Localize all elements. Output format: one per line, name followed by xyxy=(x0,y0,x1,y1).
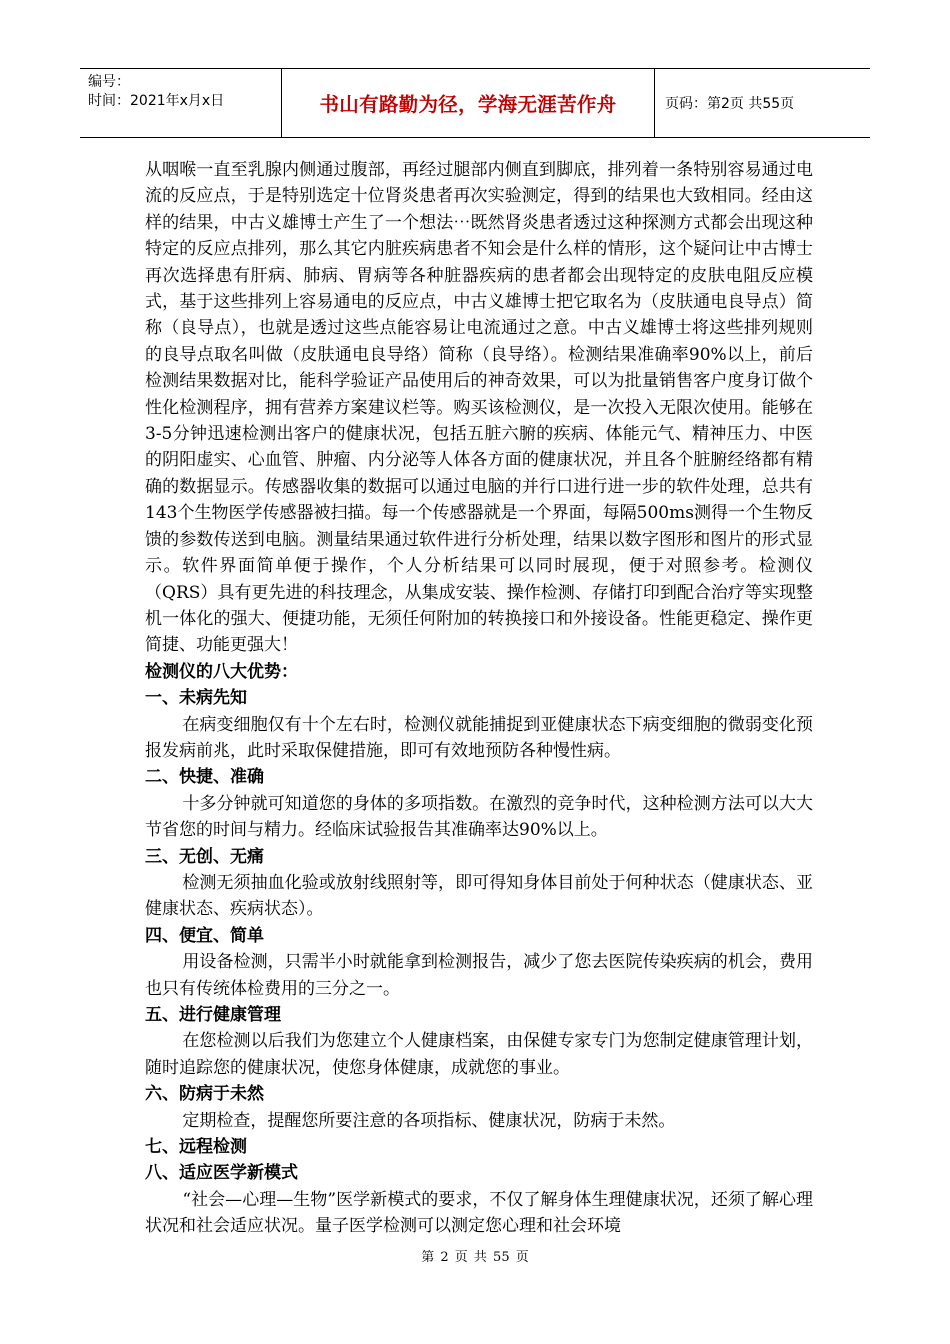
header-meta xyxy=(88,73,280,111)
header-date-label: 时间：2021年x月x日 xyxy=(88,93,225,109)
section-heading: 八、适应医学新模式 xyxy=(145,1163,298,1184)
header-motto: 书山有路勤为径，学海无涯苦作舟 xyxy=(319,93,617,116)
header-divider xyxy=(281,69,282,137)
section-heading: 七、远程检测 xyxy=(145,1137,247,1158)
section-text: “社会—心理—生物”医学新模式的要求，不仅了解身体生理健康状况，还须了解心理状况和社会适应状况。量子医学检测可以测定您心理和社会环境 xyxy=(145,1189,813,1237)
header-number-label: 编号： xyxy=(88,74,130,90)
page-header xyxy=(80,68,870,138)
section-text: 在您检测以后我们为您建立个人健康档案，由保健专家专门为您制定健康管理计划，随时追踪您的健康状况，使您身体健康，成就您的事业。 xyxy=(145,1031,813,1078)
section-text: 检测无须抽血化验或放射线照射等，即可得知身体目前处于何种状态（健康状态、亚健康状态、疾病状态）。 xyxy=(145,872,813,920)
section-heading: 五、进行健康管理 xyxy=(145,1005,281,1025)
advantages-title: 检测仪的八大优势： xyxy=(145,661,298,682)
section-heading: 三、无创、无痛 xyxy=(145,846,264,867)
section-text: 定期检查，提醒您所要注意的各项指标、健康状况，防病于未然。 xyxy=(182,1110,676,1131)
page-footer: 第 2 页 共 55 页 xyxy=(421,1250,529,1265)
header-page-info: 页码：第2页 共55页 xyxy=(665,96,795,112)
section-text: 在病变细胞仅有十个左右时，检测仪就能捕捉到亚健康状态下病变细胞的微弱变化预报发病前兆，此时采取保健措施，即可有效地预防各种慢性病。 xyxy=(145,714,813,761)
section-heading: 六、防病于未然 xyxy=(145,1084,264,1105)
section-heading: 四、便宜、简单 xyxy=(145,925,264,946)
header-divider xyxy=(654,69,655,137)
section-heading: 二、快捷、准确 xyxy=(145,767,264,788)
intro-paragraph: 从咽喉一直至乳腺内侧通过腹部，再经过腿部内侧直到脚底，排列着一条特别容易通过电流的反应点，于是特别选定十位肾炎患者再次实验测定，得到的结果也大致相同。经由这样的结果，中古义雄博士产生了一个想法⋯既然肾炎患者透过这种探测方式都会出现这种特定的反应点排列，那么其它内脏疾病患者不知会是什么样的情形，这个疑问让中古博士再次选择患有肝病、肺病、胃病等各种脏器疾病的患者都会出现特定的皮肤电阻反应模式，基于这些排列上容易通电的反应点，中古义雄博士把它取名为（皮肤通电良导点）简称（良导点），也就是透过这些点能容易让电流通过之意。中古义雄博士将这些排列规则的良导点取名叫做（皮肤通电良导络）简称（良导络）。检测结果准确率90%以上，前后检测结果数据对比，能科学验证产品使用后的神奇效果，可以为批量销售客户度身订做个性化检测程序，拥有营养方案建议栏等。购买该检测仪，是一次投入无限次使用。能够在3-5分钟迅速检测出客户的健康状况，包括五脏六腑的疾病、体能元气、精神压力、中医的阴阳虚实、心血管、肿瘤、内分泌等人体各方面的健康状况，并且各个脏腑经络都有精确的数据显示。传感器收集的数据可以通过电脑的并行口进行进一步的软件处理，总共有143个生物医学传感器被扫描。每一个传感器就是一个界面，每隔500ms测得一个生物反馈的参数传送到电脑。测量结果通过软件进行分析处理，结果以数字图形和图片的形式显示。软件界面简单便于操作，个人分析结果可以同时展现，便于对照参考。检测仪（QRS）具有更先进的科技理念，从集成安装、操作检测、存储打印到配合治疗等实现整机一体化的强大、便捷功能，无须任何附加的转换接口和外接设备。性能更稳定、操作更简捷、功能更强大！ xyxy=(145,160,813,656)
section-text: 用设备检测，只需半小时就能拿到检测报告，减少了您去医院传染疾病的机会，费用也只有传统体检费用的三分之一。 xyxy=(145,952,813,999)
section-heading: 一、未病先知 xyxy=(145,688,247,709)
section-text: 十多分钟就可知道您的身体的多项指数。在激烈的竞争时代，这种检测方法可以大大节省您的时间与精力。经临床试验报告其准确率达90%以上。 xyxy=(145,793,813,841)
document-body xyxy=(145,157,813,1240)
